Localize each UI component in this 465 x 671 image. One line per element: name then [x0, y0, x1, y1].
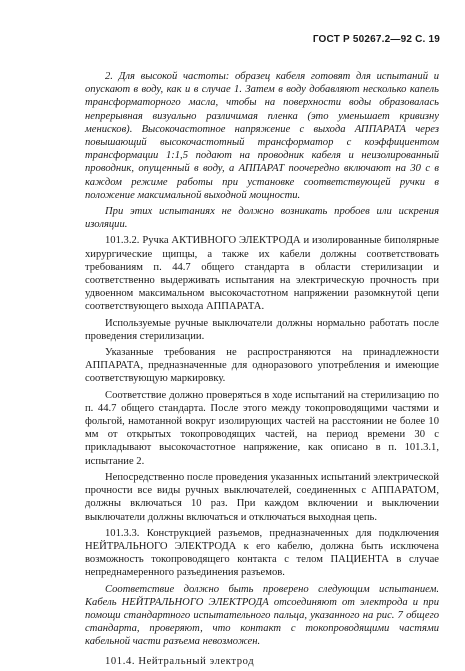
- paragraph-switch-cycling: Непосредственно после проведения указанных испытаний электрической прочности все виды ручных выключателей, соединенных с АППАРАТОМ, должны включаться 10 раз. При каждом включении и выключении выключатели должны включаться и отключаться выходная цепь.: [85, 471, 439, 523]
- paragraph-disposable-accessories: Указанные требования не распространяются на принадлежности АППАРАТА, предназначенные для одноразового употребления и имеющие соответствующую маркировку.: [85, 347, 439, 385]
- paragraph-101-3-2: 101.3.2. Ручка АКТИВНОГО ЭЛЕКТРОДА и изолированные биполярные хирургические щипцы, а также их кабели должны соответствовать требованиям п. 44.7 общего стандарта в области стерилизации и соответственно выдерживать испытания на электрическую прочность при удвоенном максимальном высокочастотном напряжении разомкнутой цепи соответствующего выхода АППАРАТА.: [85, 235, 439, 313]
- paragraph-connector-test: Соответствие должно быть проверено следующим испытанием. Кабель НЕЙТРАЛЬНОГО ЭЛЕКТРОДА отсоединяют от электрода и при помощи стандартного испытательного пальца, указанного на рис. 7 общего стандарта, проверяют, что контакт с токопроводящими частями кабельной части разъема невозможен.: [85, 583, 439, 648]
- section-heading-101-4: 101.4. Нейтральный электрод: [105, 655, 255, 667]
- paragraph-switches-sterilization: Используемые ручные выключатели должны нормально работать после проведения стерилизации.: [85, 317, 439, 342]
- paragraph-no-breakdown: При этих испытаниях не должно возникать пробоев или искрения изоляции.: [85, 206, 439, 231]
- paragraph-compliance-sterilization: Соответствие должно проверяться в ходе испытаний на стерилизацию по п. 44.7 общего стандарта. После этого между токопроводящими частями и фольгой, намотанной вокруг изолирующих частей на расстоянии не более 10 мм от открытых токопроводящих частей, на период времени 30 с прикладывают высокочастотное напряжение, как описано в п. 101.3.1, испытание 2.: [85, 389, 439, 467]
- paragraph-high-frequency-test: 2. Для высокой частоты: образец кабеля готовят для испытаний и опускают в воду, как и в случае 1. Затем в воду добавляют несколько капель трансформаторного масла, чтобы на поверхности воды образовалась непрерывная визуально различимая пленка (это уменьшает кривизну менисков). Высокочастотное напряжение с выхода АППАРАТА через повышающий высокочастотный трансформатор с коэффициентом трансформации 1:1,5 подают на проводник кабеля и неизолированный проводник, опущенный в воду, а АППАРАТ поочередно включают на 30 с в каждом режиме работы при установке соответствующей ручки в положение максимальной выходной мощности.: [85, 71, 439, 201]
- paragraph-101-3-3: 101.3.3. Конструкцией разъемов, предназначенных для подключения НЕЙТРАЛЬНОГО ЭЛЕКТРОДА к его кабелю, должна быть исключена возможность токопроводящего контакта с телом ПАЦИЕНТА в случае непреднамеренного разъединения разъемов.: [85, 527, 439, 579]
- page-header: ГОСТ Р 50267.2—92 С. 19: [312, 34, 440, 45]
- document-body: [85, 70, 439, 671]
